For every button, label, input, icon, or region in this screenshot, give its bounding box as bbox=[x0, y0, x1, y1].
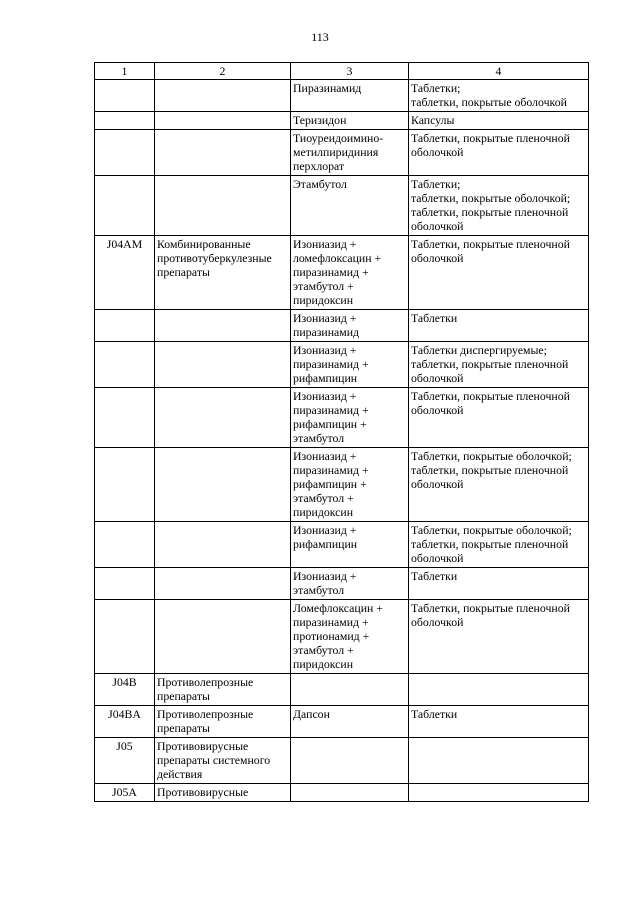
form-cell-line: таблетки, покрытые пленочной bbox=[411, 205, 569, 219]
form-cell-line: оболочкой bbox=[411, 477, 464, 491]
code-cell bbox=[95, 448, 155, 522]
drug-cell-line: Изониазид + bbox=[293, 389, 357, 403]
group-cell bbox=[155, 342, 291, 388]
drug-cell-line: Изониазид + bbox=[293, 343, 357, 357]
table-row bbox=[95, 738, 589, 784]
code-cell: J05 bbox=[95, 738, 155, 784]
form-cell bbox=[409, 600, 589, 674]
drug-cell-line: пиразинамид + bbox=[293, 403, 369, 417]
code-cell: J04B bbox=[95, 674, 155, 706]
drug-cell-line: ломефлоксацин + bbox=[293, 251, 382, 265]
drug-cell bbox=[291, 568, 409, 600]
drug-cell-line: пиразинамид + bbox=[293, 265, 369, 279]
drug-cell-line: рифампицин bbox=[293, 371, 358, 385]
group-cell-line: Противовирусные bbox=[157, 785, 249, 799]
group-cell-line: препараты bbox=[157, 689, 210, 703]
code-cell bbox=[95, 176, 155, 236]
form-cell-line: оболочкой bbox=[411, 615, 464, 629]
drug-cell-line: этамбутол + bbox=[293, 643, 354, 657]
table-row bbox=[95, 600, 589, 674]
group-cell-line: Противолепрозные bbox=[157, 675, 254, 689]
drug-cell-line: Этамбутол bbox=[293, 177, 347, 191]
table-row bbox=[95, 236, 589, 310]
form-cell-line: таблетки, покрытые пленочной bbox=[411, 463, 569, 477]
group-cell-line: препараты bbox=[157, 721, 210, 735]
drug-cell-line: пиразинамид + bbox=[293, 357, 369, 371]
table-row bbox=[95, 706, 589, 738]
code-cell bbox=[95, 130, 155, 176]
form-cell-line: оболочкой bbox=[411, 371, 464, 385]
form-cell-line: оболочкой bbox=[411, 219, 464, 233]
table-row bbox=[95, 568, 589, 600]
table-body bbox=[95, 80, 589, 802]
group-cell bbox=[155, 236, 291, 310]
group-cell bbox=[155, 706, 291, 738]
form-cell bbox=[409, 568, 589, 600]
table-row bbox=[95, 176, 589, 236]
form-cell bbox=[409, 784, 589, 802]
table-row bbox=[95, 342, 589, 388]
drug-cell-line: метилпиридиния bbox=[293, 145, 379, 159]
header-cell-group: 2 bbox=[155, 63, 291, 80]
drug-cell-line: рифампицин + bbox=[293, 417, 367, 431]
group-cell-line: Противолепрозные bbox=[157, 707, 254, 721]
form-cell bbox=[409, 342, 589, 388]
group-cell-line: Комбинированные bbox=[157, 237, 251, 251]
table-row bbox=[95, 522, 589, 568]
form-cell bbox=[409, 674, 589, 706]
group-cell-line: действия bbox=[157, 767, 203, 781]
form-cell-line: таблетки, покрытые пленочной bbox=[411, 357, 569, 371]
header-cell-code: 1 bbox=[95, 63, 155, 80]
drug-cell-line: Ломефлоксацин + bbox=[293, 601, 383, 615]
form-cell-line: Таблетки диспергируемые; bbox=[411, 343, 547, 357]
code-cell: J04BA bbox=[95, 706, 155, 738]
drug-cell-line: перхлорат bbox=[293, 159, 345, 173]
group-cell-line: препараты bbox=[157, 265, 210, 279]
drug-cell-line: Изониазид + bbox=[293, 523, 357, 537]
group-cell bbox=[155, 130, 291, 176]
form-cell-line: таблетки, покрытые оболочкой bbox=[411, 95, 567, 109]
table-row bbox=[95, 674, 589, 706]
drug-cell bbox=[291, 310, 409, 342]
group-cell bbox=[155, 600, 291, 674]
group-cell bbox=[155, 568, 291, 600]
table-row bbox=[95, 784, 589, 802]
drug-cell bbox=[291, 448, 409, 522]
code-cell bbox=[95, 600, 155, 674]
form-cell bbox=[409, 236, 589, 310]
form-cell bbox=[409, 522, 589, 568]
code-cell bbox=[95, 310, 155, 342]
table-row bbox=[95, 388, 589, 448]
drug-cell-line: пиразинамид bbox=[293, 325, 360, 339]
form-cell-line: Таблетки, покрытые пленочной bbox=[411, 389, 570, 403]
drug-cell-line: этамбутол bbox=[293, 583, 345, 597]
drug-cell-line: Теризидон bbox=[293, 113, 347, 127]
table-row bbox=[95, 310, 589, 342]
form-cell-line: Таблетки, покрытые оболочкой; bbox=[411, 523, 572, 537]
form-cell bbox=[409, 448, 589, 522]
form-cell-line: Таблетки; bbox=[411, 177, 461, 191]
form-cell-line: Таблетки, покрытые оболочкой; bbox=[411, 449, 572, 463]
code-cell bbox=[95, 568, 155, 600]
form-cell-line: оболочкой bbox=[411, 551, 464, 565]
group-cell-line: Противовирусные bbox=[157, 739, 249, 753]
code-cell bbox=[95, 342, 155, 388]
form-cell bbox=[409, 176, 589, 236]
drug-cell-line: пиридоксин bbox=[293, 505, 354, 519]
drug-table bbox=[94, 62, 589, 802]
drug-cell-line: Пиразинамид bbox=[293, 81, 362, 95]
drug-cell-line: протионамид + bbox=[293, 629, 370, 643]
drug-cell bbox=[291, 342, 409, 388]
group-cell-line: препараты системного bbox=[157, 753, 271, 767]
form-cell-line: Таблетки; bbox=[411, 81, 461, 95]
drug-cell bbox=[291, 706, 409, 738]
drug-cell bbox=[291, 236, 409, 310]
table-row bbox=[95, 448, 589, 522]
code-cell: J04AM bbox=[95, 236, 155, 310]
header-cell-form: 4 bbox=[409, 63, 589, 80]
form-cell-line: Таблетки, покрытые пленочной bbox=[411, 131, 570, 145]
form-cell-line: Капсулы bbox=[411, 113, 455, 127]
group-cell bbox=[155, 388, 291, 448]
code-cell bbox=[95, 388, 155, 448]
code-cell bbox=[95, 80, 155, 112]
drug-cell bbox=[291, 112, 409, 130]
group-cell-line: противотуберкулезные bbox=[157, 251, 272, 265]
form-cell-line: Таблетки, покрытые пленочной bbox=[411, 601, 570, 615]
drug-cell-line: рифампицин + bbox=[293, 477, 367, 491]
group-cell bbox=[155, 448, 291, 522]
group-cell bbox=[155, 784, 291, 802]
group-cell bbox=[155, 738, 291, 784]
drug-cell-line: пиридоксин bbox=[293, 293, 354, 307]
drug-cell bbox=[291, 130, 409, 176]
form-cell-line: Таблетки bbox=[411, 311, 458, 325]
form-cell-line: таблетки, покрытые оболочкой; bbox=[411, 191, 571, 205]
form-cell-line: оболочкой bbox=[411, 251, 464, 265]
drug-cell-line: Тиоуреидоимино- bbox=[293, 131, 384, 145]
code-cell bbox=[95, 522, 155, 568]
form-cell-line: Таблетки, покрытые пленочной bbox=[411, 237, 570, 251]
header-row bbox=[95, 63, 589, 80]
group-cell bbox=[155, 310, 291, 342]
form-cell-line: Таблетки bbox=[411, 569, 458, 583]
drug-cell-line: пиридоксин bbox=[293, 657, 354, 671]
form-cell-line: Таблетки bbox=[411, 707, 458, 721]
group-cell bbox=[155, 112, 291, 130]
drug-cell-line: этамбутол + bbox=[293, 279, 354, 293]
form-cell bbox=[409, 80, 589, 112]
table-row bbox=[95, 80, 589, 112]
table-row bbox=[95, 112, 589, 130]
group-cell bbox=[155, 80, 291, 112]
drug-cell-line: Дапсон bbox=[293, 707, 330, 721]
drug-cell-line: Изониазид + bbox=[293, 237, 357, 251]
drug-cell bbox=[291, 388, 409, 448]
drug-cell-line: рифампицин bbox=[293, 537, 358, 551]
drug-cell-line: пиразинамид + bbox=[293, 615, 369, 629]
page-number: 113 bbox=[311, 30, 329, 44]
drug-cell-line: Изониазид + bbox=[293, 449, 357, 463]
code-cell bbox=[95, 112, 155, 130]
drug-cell bbox=[291, 80, 409, 112]
drug-cell bbox=[291, 784, 409, 802]
drug-cell-line: пиразинамид + bbox=[293, 463, 369, 477]
drug-cell bbox=[291, 176, 409, 236]
form-cell-line: оболочкой bbox=[411, 403, 464, 417]
form-cell-line: таблетки, покрытые пленочной bbox=[411, 537, 569, 551]
form-cell bbox=[409, 112, 589, 130]
form-cell bbox=[409, 706, 589, 738]
group-cell bbox=[155, 674, 291, 706]
drug-cell-line: Изониазид + bbox=[293, 311, 357, 325]
form-cell bbox=[409, 130, 589, 176]
table-row bbox=[95, 130, 589, 176]
drug-cell-line: этамбутол + bbox=[293, 491, 354, 505]
form-cell bbox=[409, 738, 589, 784]
drug-cell bbox=[291, 738, 409, 784]
group-cell bbox=[155, 522, 291, 568]
form-cell bbox=[409, 388, 589, 448]
drug-cell-line: Изониазид + bbox=[293, 569, 357, 583]
drug-cell-line: этамбутол bbox=[293, 431, 345, 445]
drug-cell bbox=[291, 600, 409, 674]
drug-cell bbox=[291, 674, 409, 706]
form-cell-line: оболочкой bbox=[411, 145, 464, 159]
drug-cell bbox=[291, 522, 409, 568]
group-cell bbox=[155, 176, 291, 236]
header-cell-drug: 3 bbox=[291, 63, 409, 80]
form-cell bbox=[409, 310, 589, 342]
code-cell: J05A bbox=[95, 784, 155, 802]
